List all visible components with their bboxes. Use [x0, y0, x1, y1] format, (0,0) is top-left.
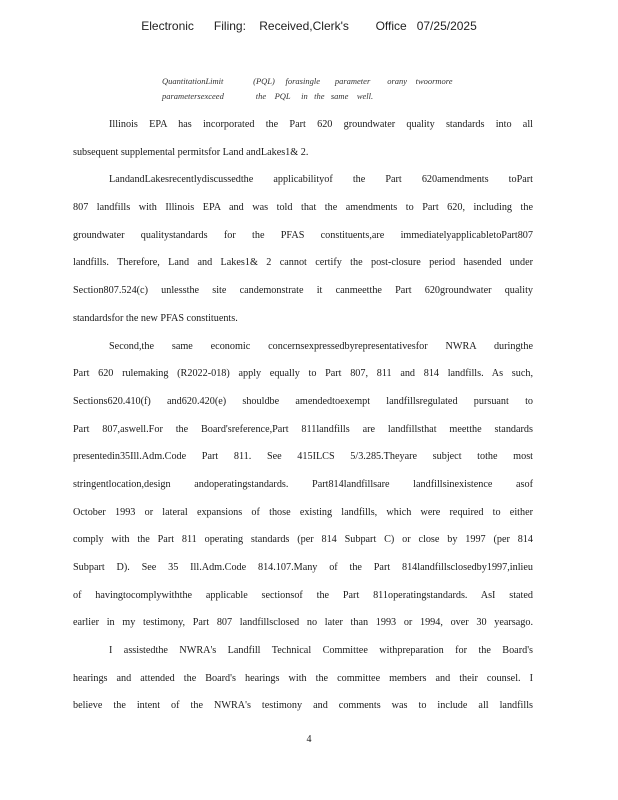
paragraph-2-line: 807 landfills with Illinois EPA and was told that the amendments to Part 620, including the [73, 202, 533, 214]
body-text [73, 111, 533, 720]
footnote [162, 74, 482, 104]
paragraph-3-line: October 1993 or lateral expansions of those existing landfills, which were required to either [73, 506, 533, 518]
paragraph-3-line: stringentlocation,design andoperatingstandards. Part814landfillsare landfillsinexistence asof [73, 478, 533, 490]
footnote-line: QuantitationLimit (PQL) forasingle parameter orany twoormore [162, 76, 453, 86]
paragraph-3-line: of havingtocomplywiththe applicable sectionsof the Part 811operatingstandards. AsI stated [73, 589, 533, 601]
page-number: 4 [306, 734, 312, 745]
paragraph-3-line: earlier in my testimony, Part 807 landfillsclosed no later than 1993 or 1994, over 30 yearsago. [73, 617, 533, 629]
paragraph-2-line: standardsfor the new PFAS constituents. [73, 312, 238, 324]
paragraph-3-line: Second,the same economic concernsexpressedbyrepresentativesfor NWRA duringthe [109, 340, 533, 352]
paragraph-4-line: believe the intent of the NWRA's testimony and comments was to include all landfills [73, 700, 533, 712]
paragraph-3-line: presentedin35Ill.Adm.Code Part 811. See 415ILCS 5/3.285.Theyare subject tothe most [73, 451, 533, 463]
paragraph-2-line: groundwater qualitystandards for the PFAS constituents,are immediatelyapplicabletoPart807 [73, 229, 533, 241]
paragraph-1-line: subsequent supplemental permitsfor Land andLakes1& 2. [73, 146, 309, 158]
paragraph-3-line: comply with the Part 811 operating standards (per 814 Subpart C) or close by 1997 (per 814 [73, 534, 533, 546]
efiling-header: Electronic Filing: Received,Clerk's Office 07/25/2025 [141, 19, 477, 33]
paragraph-3-line: Subpart D). See 35 Ill.Adm.Code 814.107.Many of the Part 814landfillsclosedby1997,inlieu [73, 562, 533, 573]
paragraph-1-line: Illinois EPA has incorporated the Part 620 groundwater quality standards into all [109, 119, 533, 130]
paragraph-3-line: Part 807,aswell.For the Board'sreference,Part 811landfills are landfillsthat meetthe standards [73, 423, 533, 435]
paragraph-3-line: Sections620.410(f) and620.420(e) shouldbe amendedtoexempt landfillsregulated pursuant to [73, 395, 533, 407]
paragraph-2-line: Section807.524(c) unlessthe site candemonstrate it canmeetthe Part 620groundwater quality [73, 285, 533, 297]
paragraph-4-line: hearings and attended the Board's hearings with the committee members and their counsel. I [73, 672, 533, 684]
paragraph-2-line: LandandLakesrecentlydiscussedthe applicabilityof the Part 620amendments toPart [109, 174, 533, 186]
paragraph-3-line: Part 620 rulemaking (R2022-018) apply equally to Part 807, 811 and 814 landfills. As such, [73, 368, 533, 380]
paragraph-4-line: I assistedthe NWRA's Landfill Technical Committee withpreparation for the Board's [109, 645, 533, 657]
footnote-line: parametersexceed the PQL in the same well. [162, 91, 374, 101]
paragraph-2-line: landfills. Therefore, Land and Lakes1& 2 cannot certify the post-closure period hasended under [73, 257, 533, 269]
